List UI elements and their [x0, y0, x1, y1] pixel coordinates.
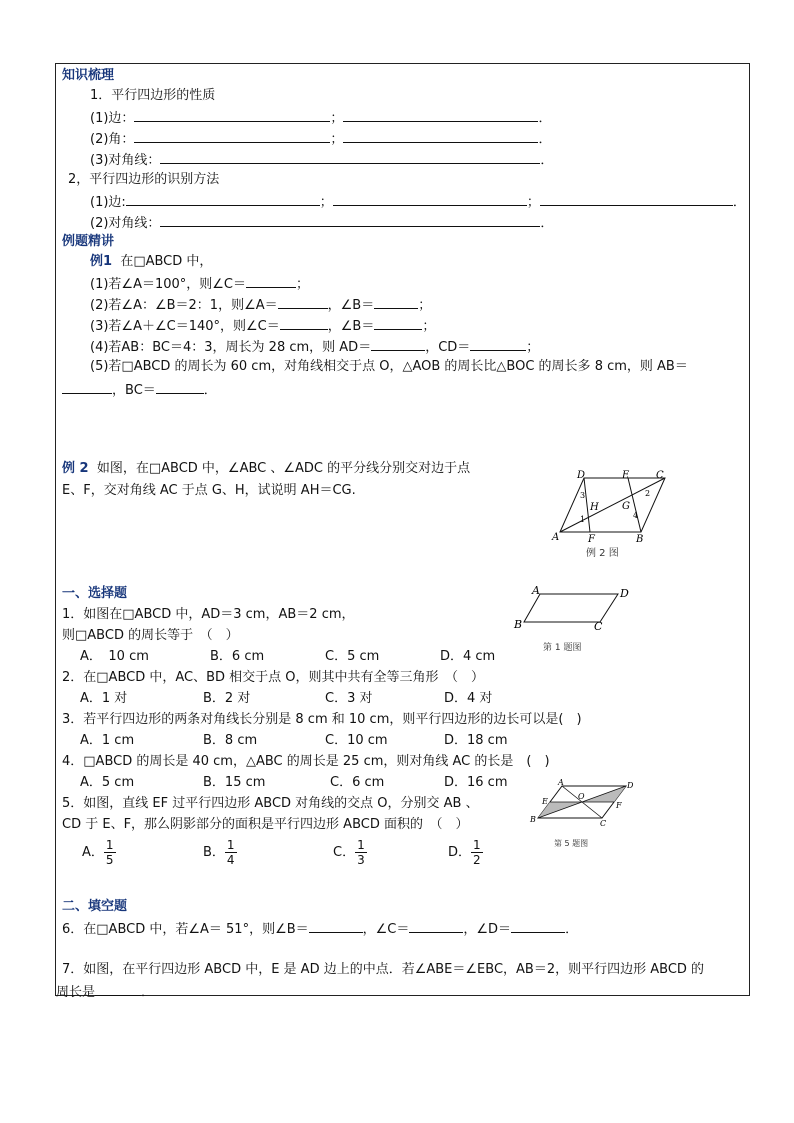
angle-blank-1[interactable]	[134, 130, 330, 143]
example-1-q4: (4)若AB：BC＝4：3，周长为 28 cm，则 AD＝ ，CD＝ ；	[90, 340, 540, 355]
period: ．	[732, 195, 746, 210]
period: ．	[540, 216, 554, 231]
q1-label-D: D	[620, 587, 629, 600]
separator: ；	[330, 132, 344, 147]
diagonal-label: (3)对角线：	[90, 153, 161, 168]
example-1-q2: (2)若∠A：∠B＝2：1，则∠A＝ ，∠B＝ ；	[90, 298, 432, 313]
example-1-q5: (5)若□ABCD 的周长为 60 cm，对角线相交于点 O，△AOB 的周长比△BOC 的周长多 8 cm，则 AB＝	[90, 359, 688, 374]
side-blank-1[interactable]	[134, 109, 330, 122]
q1-label-A: A	[532, 584, 540, 597]
identification-title: 2，平行四边形的识别方法	[68, 172, 220, 187]
q3-option-d[interactable]: D．18 cm	[444, 733, 508, 748]
q1-option-d[interactable]: D．4 cm	[440, 649, 496, 664]
q1-figure	[510, 582, 630, 654]
angle-1: 1	[580, 515, 586, 524]
q5-label-O: O	[578, 792, 585, 801]
angle-blank-2[interactable]	[343, 130, 538, 143]
answer-blank[interactable]	[309, 920, 363, 933]
q5-label-D: D	[627, 781, 634, 790]
q5-label-F: F	[616, 801, 622, 810]
example-1-intro	[90, 254, 212, 270]
answer-blank[interactable]	[374, 296, 418, 309]
label-D: D	[577, 470, 586, 481]
identify-blank-1[interactable]	[126, 193, 320, 206]
example-2-figure	[550, 470, 675, 560]
q1-option-a[interactable]: A． 10 cm	[80, 649, 149, 664]
q2-option-b[interactable]: B．2 对	[203, 691, 251, 706]
q5-label-C: C	[600, 819, 607, 828]
angle-3: 3	[580, 491, 586, 500]
answer-blank[interactable]	[374, 317, 422, 330]
q5-label-A: A	[558, 778, 564, 787]
property-diagonal-row	[90, 151, 553, 169]
q4-option-a[interactable]: A．5 cm	[80, 775, 135, 790]
fraction: $\frac{1}{2}$	[473, 838, 481, 867]
q5-caption: 第 5 题图	[554, 839, 589, 848]
q3-option-c[interactable]: C．10 cm	[325, 733, 388, 748]
angle-2: 2	[645, 489, 651, 498]
example-2-caption: 例 2 图	[586, 548, 619, 559]
q4-option-d[interactable]: D．16 cm	[444, 775, 508, 790]
q5-label-B: B	[530, 815, 536, 824]
q1-label-B: B	[514, 618, 523, 631]
answer-blank[interactable]	[156, 381, 204, 394]
example-1-q5-cont: ，BC＝ ．	[62, 381, 217, 399]
q7-line-2: 周长是 ．	[56, 985, 155, 1000]
q7-line-1: 7．如图，在平行四边形 ABCD 中，E 是 AD 边上的中点．若∠ABE＝∠EBC，AB＝2，则平行四边形 ABCD 的	[62, 962, 705, 977]
example-1-label: 例1	[90, 254, 113, 269]
q6-row: 6．在□ABCD 中，若∠A＝ 51°，则∠B＝ ，∠C＝ ，∠D＝ ．	[62, 922, 579, 937]
identify-diagonal-label: (2)对角线：	[90, 216, 161, 231]
identify-side-label: (1)边:	[90, 195, 126, 210]
label-A: A	[552, 532, 560, 543]
examples-heading: 例题精讲	[62, 234, 115, 249]
angle-label: (2)角：	[90, 132, 135, 147]
fraction: $\frac{1}{5}$	[105, 838, 114, 867]
properties-title: 1．平行四边形的性质	[90, 88, 216, 103]
label-E: E	[622, 470, 630, 481]
q2-option-a[interactable]: A．1 对	[80, 691, 128, 706]
q5-option-d[interactable]: D． $\frac{1}{2}$	[448, 838, 481, 867]
q1-label-C: C	[594, 620, 603, 633]
period: ．	[540, 153, 554, 168]
q5-option-b[interactable]: B． $\frac{1}{4}$	[203, 838, 235, 867]
q5-option-a[interactable]: A． $\frac{1}{5}$	[82, 838, 114, 867]
q4-stem: 4．□ABCD 的周长是 40 cm，△ABC 的周长是 25 cm，则对角线 AC 的长是 ( )	[62, 754, 550, 769]
q2-stem: 2．在□ABCD 中，AC、BD 相交于点 O，则其中共有全等三角形 （ ）	[62, 670, 485, 685]
q4-option-b[interactable]: B．15 cm	[203, 775, 266, 790]
q1-option-c[interactable]: C．5 cm	[325, 649, 380, 664]
property-side-row	[90, 109, 551, 127]
label-H: H	[590, 502, 599, 513]
knowledge-heading: 知识梳理	[62, 68, 115, 83]
q5-figure	[528, 776, 638, 852]
q3-option-b[interactable]: B．8 cm	[203, 733, 258, 748]
answer-blank[interactable]	[470, 338, 526, 351]
separator: ；	[526, 195, 540, 210]
identify-blank-2[interactable]	[333, 193, 527, 206]
q5-line-1: 5．如图，直线 EF 过平行四边形 ABCD 对角线的交点 O，分别交 AB 、	[62, 796, 479, 811]
q1-option-b[interactable]: B．6 cm	[210, 649, 265, 664]
identify-diagonal-blank[interactable]	[160, 214, 540, 227]
diagonal-blank[interactable]	[160, 151, 540, 164]
example-2-line-2: E、F，交对角线 AC 于点 G、H，试说明 AH＝CG.	[62, 483, 356, 498]
fraction: $\frac{1}{3}$	[357, 838, 365, 867]
q4-option-c[interactable]: C．6 cm	[330, 775, 385, 790]
q1-parallelogram	[524, 594, 618, 622]
example-2-label: 例 2	[62, 461, 89, 476]
q5-label-E: E	[542, 797, 548, 806]
example-1-q3: (3)若∠A＋∠C＝140°，则∠C＝ ，∠B＝ ；	[90, 319, 436, 334]
label-B: B	[636, 534, 644, 545]
answer-blank[interactable]	[62, 381, 112, 394]
identify-side-row	[90, 193, 746, 211]
separator: ；	[330, 111, 344, 126]
separator: ；	[319, 195, 333, 210]
answer-blank[interactable]	[95, 983, 141, 996]
q1-line-1: 1．如图在□ABCD 中，AD＝3 cm，AB＝2 cm，	[62, 607, 355, 622]
example-2-line-1: 例 2 如图，在□ABCD 中，∠ABC 、∠ADC 的平分线分别交对边于点	[62, 461, 471, 476]
answer-blank[interactable]	[280, 317, 328, 330]
diagonal-ac	[560, 478, 665, 532]
period: ．	[538, 132, 552, 147]
side-label: (1)边：	[90, 111, 135, 126]
answer-blank[interactable]	[278, 296, 328, 309]
period: ．	[538, 111, 552, 126]
q2-option-c[interactable]: C．3 对	[325, 691, 373, 706]
side-blank-2[interactable]	[343, 109, 538, 122]
answer-blank[interactable]	[409, 920, 463, 933]
answer-blank[interactable]	[246, 275, 296, 288]
q2-option-d[interactable]: D．4 对	[444, 691, 493, 706]
answer-blank[interactable]	[511, 920, 565, 933]
label-F: F	[588, 534, 595, 545]
q3-stem: 3．若平行四边形的两条对角线长分别是 8 cm 和 10 cm，则平行四边形的边长可以是( )	[62, 712, 582, 727]
q3-option-a[interactable]: A．1 cm	[80, 733, 135, 748]
property-angle-row	[90, 130, 551, 148]
example-1-text: 在□ABCD 中，	[120, 254, 213, 269]
q1-caption: 第 1 题图	[543, 643, 582, 653]
choice-heading: 一、选择题	[62, 586, 128, 601]
fill-heading: 二、填空题	[62, 899, 128, 914]
identify-blank-3[interactable]	[540, 193, 733, 206]
label-G: G	[622, 501, 630, 512]
q1-line-2: 则□ABCD 的周长等于 （ ）	[62, 628, 239, 643]
answer-blank[interactable]	[371, 338, 425, 351]
q5-line-2: CD 于 E、F，那么阴影部分的面积是平行四边形 ABCD 面积的 （ ）	[62, 817, 469, 832]
fraction: $\frac{1}{4}$	[226, 838, 235, 867]
q5-option-c[interactable]: C． $\frac{1}{3}$	[333, 838, 365, 867]
label-C: C	[656, 470, 664, 481]
example-1-q1: (1)若∠A＝100°，则∠C＝ ；	[90, 277, 310, 292]
identify-diagonal-row	[90, 214, 553, 232]
angle-4: 4	[633, 511, 639, 520]
